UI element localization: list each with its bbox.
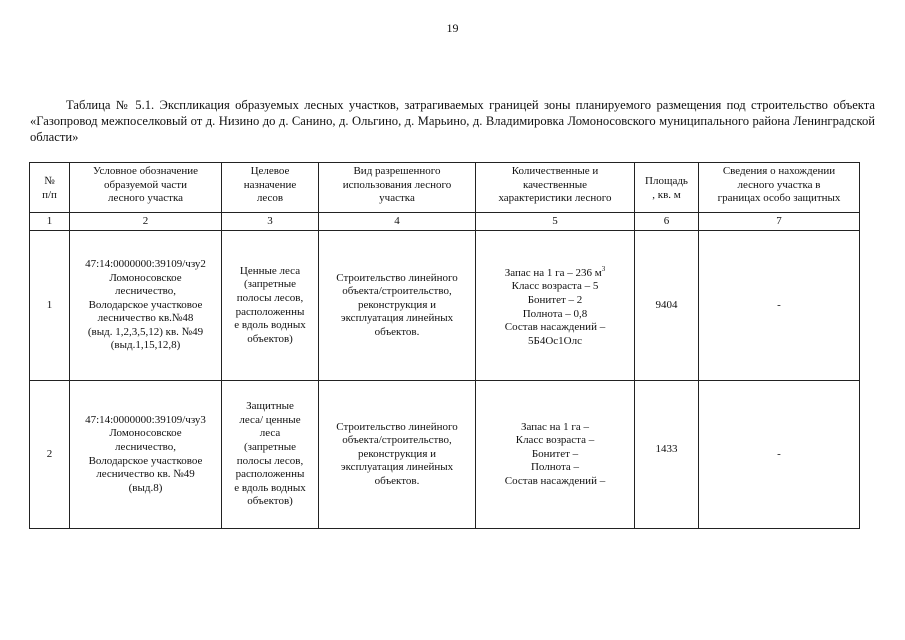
column-number: 2	[70, 213, 222, 231]
row-permitted-use	[319, 231, 476, 381]
cell-line: полосы лесов,	[236, 454, 304, 467]
cell-line: расположенны	[235, 305, 305, 318]
cell-line: Ломоносовское	[109, 271, 182, 284]
cell-line: (запретные	[244, 278, 296, 291]
cell-line: Ценные леса	[239, 264, 301, 277]
header-purpose	[222, 163, 319, 213]
cell-line: Состав насаждений –	[504, 474, 606, 487]
cell-line: Володарское участковое	[88, 454, 203, 467]
characteristics-age-class: Класс возраста – 5	[511, 280, 599, 293]
row-characteristics	[476, 381, 635, 529]
cell-line: лесничество кв. №49	[96, 468, 195, 481]
row-number: 2	[30, 381, 70, 529]
characteristics-composition: Состав насаждений –	[504, 321, 606, 334]
row-purpose	[222, 231, 319, 381]
cell-line: леса	[259, 427, 281, 440]
cell-line: характеристики лесного	[498, 192, 612, 205]
cell-line: качественные	[522, 178, 588, 191]
cell-line: Класс возраста –	[515, 434, 595, 447]
cell-line: использования лесного	[342, 178, 452, 191]
column-number: 3	[222, 213, 319, 231]
cell-line: реконструкция и	[357, 298, 437, 311]
header-area	[635, 163, 699, 213]
header-characteristics	[476, 163, 635, 213]
cell-line: эксплуатация линейных	[340, 312, 454, 325]
row-designation	[70, 231, 222, 381]
cell-line: назначение	[243, 178, 297, 191]
cell-line: объекта/строительство,	[342, 434, 452, 447]
cell-line: (запретные	[244, 440, 296, 453]
cell-line: полосы лесов,	[236, 291, 304, 304]
cell-line: 47:14:0000000:39109/чзу3	[85, 413, 206, 426]
cell-line: лесничество кв.№48	[97, 312, 194, 325]
cell-line: Количественные и	[511, 165, 599, 177]
row-purpose	[222, 381, 319, 529]
cell-line: Строительство линейного	[336, 271, 458, 284]
cell-line: (выд.8)	[128, 481, 163, 494]
cell-line: леса/ ценные	[239, 413, 301, 426]
cell-line: , кв. м	[652, 188, 681, 201]
cell-line: объекта/строительство,	[342, 285, 452, 298]
cell-line: образуемой части	[104, 178, 187, 191]
cell-line: Сведения о нахождении	[722, 165, 836, 177]
cell-line: лесного участка в	[737, 178, 821, 191]
cell-line: объектов)	[247, 332, 293, 345]
cell-line: объектов.	[374, 325, 420, 338]
cell-line: Бонитет –	[531, 447, 579, 460]
characteristics-composition-value: 5Б4Ос1Олс	[528, 334, 582, 347]
explication-table	[29, 162, 860, 529]
row-characteristics	[476, 231, 635, 381]
cell-line: объектов.	[374, 474, 420, 487]
row-permitted-use	[319, 381, 476, 529]
cell-line: границах особо защитных	[717, 192, 841, 205]
table-row	[30, 231, 860, 381]
cell-line: Володарское участковое	[88, 298, 203, 311]
cell-line: Запас на 1 га –	[520, 420, 590, 433]
characteristics-density: Полнота – 0,8	[522, 307, 588, 320]
page-number: 19	[446, 21, 459, 35]
column-number: 7	[699, 213, 860, 231]
row-designation	[70, 381, 222, 529]
cell-line: Целевое	[250, 165, 290, 177]
column-number: 6	[635, 213, 699, 231]
characteristics-stock: Запас на 1 га – 236 м	[504, 266, 602, 279]
cell-line: Площадь	[645, 174, 688, 187]
column-number-row	[30, 213, 860, 231]
cell-line: е вдоль водных	[234, 481, 306, 494]
row-protected-info: -	[699, 381, 860, 529]
table-caption: Таблица № 5.1. Экспликация образуемых лесных участков, затрагиваемых границей зоны планируемого размещения под строительство объекта «Газопровод межпоселковый от д. Низино до д. Санино, д. Ольгино, д. Марьино, д. Владимировка Ломоносовского муниципального района Ленинградской области»	[30, 98, 875, 144]
header-designation	[70, 163, 222, 213]
cell-line: эксплуатация линейных	[340, 461, 454, 474]
cell-line: №	[44, 174, 55, 187]
header-permitted-use	[319, 163, 476, 213]
header-protected-info	[699, 163, 860, 213]
table-row	[30, 381, 860, 529]
cell-line: лесов	[256, 192, 284, 205]
table-header-row	[30, 163, 860, 213]
cell-line: лесного участка	[107, 192, 184, 205]
cell-line: расположенны	[235, 468, 305, 481]
cell-line: п/п	[42, 188, 57, 201]
header-number	[30, 163, 70, 213]
row-number: 1	[30, 231, 70, 381]
cell-line: е вдоль водных	[234, 319, 306, 332]
cell-line: Защитные	[246, 400, 294, 413]
cell-line: Строительство линейного	[336, 420, 458, 433]
cell-line: Ломоносовское	[109, 427, 182, 440]
column-number: 4	[319, 213, 476, 231]
row-area: 1433	[635, 381, 699, 529]
row-area: 9404	[635, 231, 699, 381]
cell-line: Условное обозначение	[92, 165, 199, 177]
cell-line: Полнота –	[530, 461, 580, 474]
cell-line: лесничество,	[114, 440, 177, 453]
cell-line: объектов)	[247, 495, 293, 508]
cell-line: 47:14:0000000:39109/чзу2	[85, 257, 206, 270]
characteristics-bonitet: Бонитет – 2	[527, 293, 583, 306]
cell-line: Вид разрешенного	[353, 165, 441, 177]
cubic-unit-superscript: 3	[601, 264, 606, 273]
column-number: 5	[476, 213, 635, 231]
row-protected-info: -	[699, 231, 860, 381]
cell-line: (выд.1,15,12,8)	[110, 339, 181, 352]
cell-line: реконструкция и	[357, 447, 437, 460]
cell-line: лесничество,	[114, 285, 177, 298]
column-number: 1	[30, 213, 70, 231]
cell-line: участка	[379, 192, 415, 205]
cell-line: (выд. 1,2,3,5,12) кв. №49	[87, 325, 204, 338]
